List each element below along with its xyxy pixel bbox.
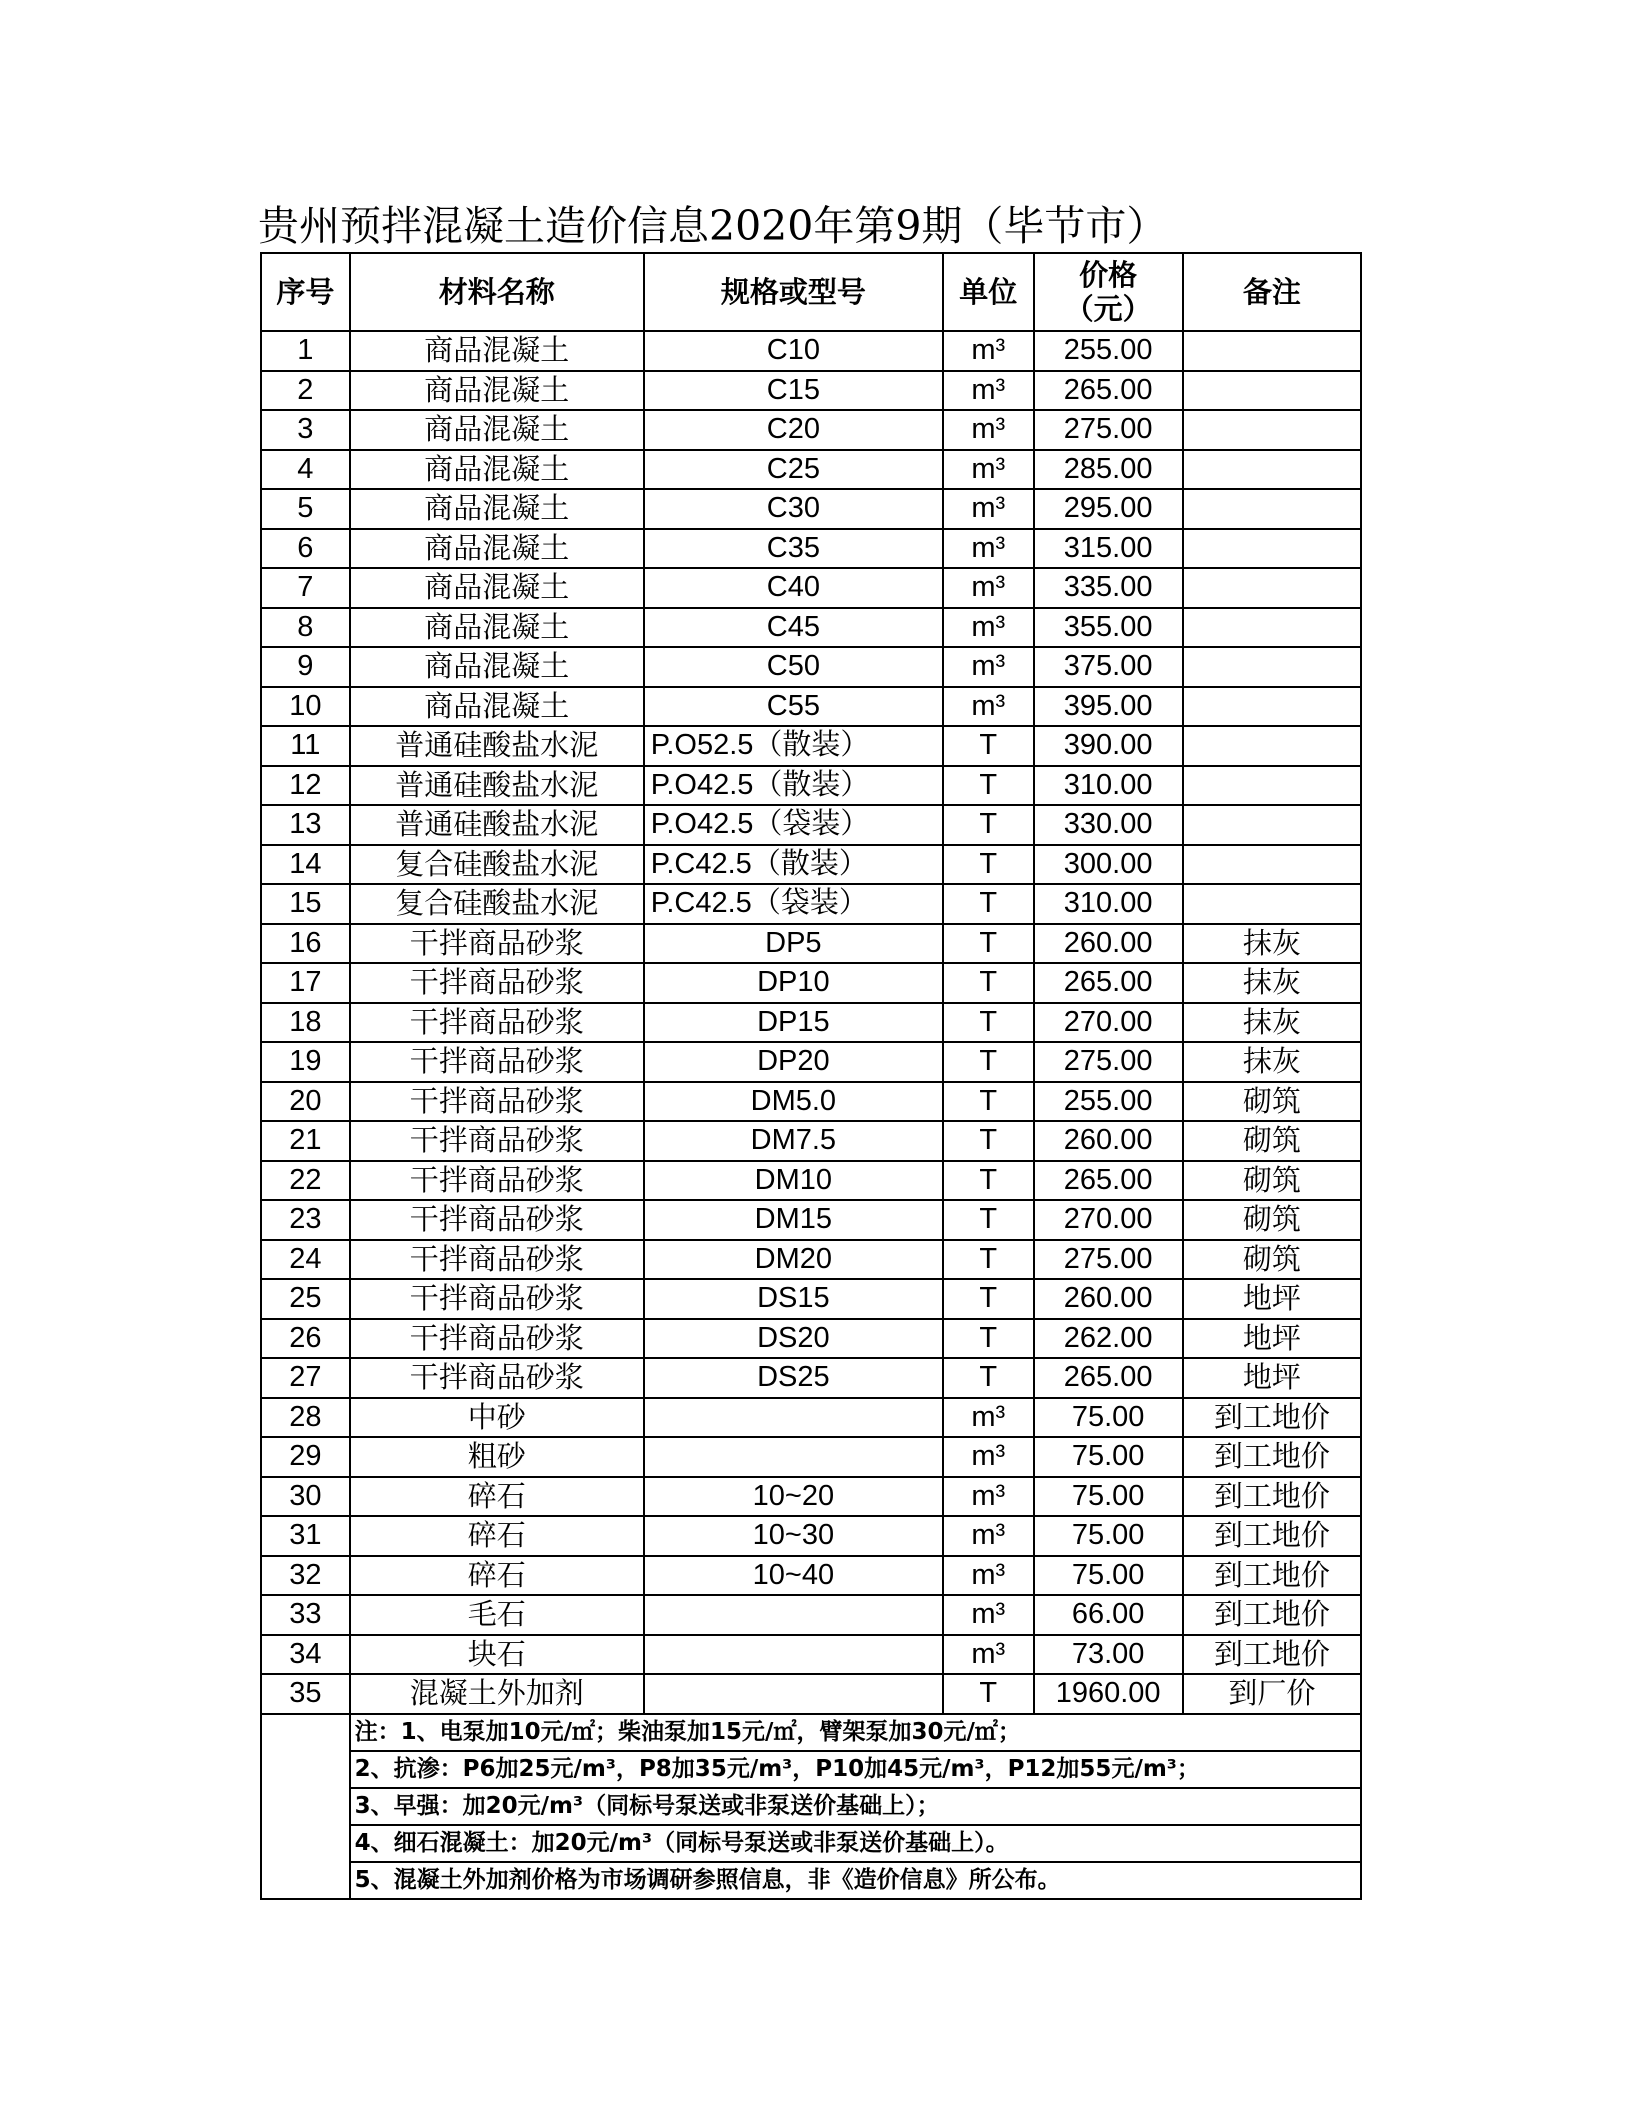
cell-price: 66.00 bbox=[1034, 1595, 1183, 1635]
note-row bbox=[261, 1714, 1361, 1751]
cell-price: 75.00 bbox=[1034, 1477, 1183, 1517]
cell-spec: DM7.5 bbox=[644, 1121, 943, 1161]
cell-seq: 32 bbox=[261, 1556, 350, 1596]
cell-price: 300.00 bbox=[1034, 845, 1183, 885]
table-row bbox=[261, 726, 1361, 766]
cell-unit: m³ bbox=[943, 1477, 1034, 1517]
cell-spec: DM5.0 bbox=[644, 1082, 943, 1122]
cell-price: 260.00 bbox=[1034, 1121, 1183, 1161]
cell-material-name: 干拌商品砂浆 bbox=[350, 963, 644, 1003]
cell-spec: C20 bbox=[644, 410, 943, 450]
cell-note bbox=[1183, 845, 1361, 885]
cell-seq: 6 bbox=[261, 529, 350, 569]
cell-spec: 10~30 bbox=[644, 1516, 943, 1556]
cell-seq: 30 bbox=[261, 1477, 350, 1517]
cell-seq: 23 bbox=[261, 1200, 350, 1240]
cell-unit: T bbox=[943, 1240, 1034, 1280]
cell-price: 75.00 bbox=[1034, 1437, 1183, 1477]
cell-note: 砌筑 bbox=[1183, 1240, 1361, 1280]
cell-seq: 15 bbox=[261, 884, 350, 924]
cell-spec: DM10 bbox=[644, 1161, 943, 1201]
cell-material-name: 商品混凝土 bbox=[350, 687, 644, 727]
cell-material-name: 粗砂 bbox=[350, 1437, 644, 1477]
cell-seq: 12 bbox=[261, 766, 350, 806]
cell-note: 到工地价 bbox=[1183, 1437, 1361, 1477]
cell-material-name: 商品混凝土 bbox=[350, 489, 644, 529]
table-row bbox=[261, 1635, 1361, 1675]
cell-note: 砌筑 bbox=[1183, 1121, 1361, 1161]
cell-material-name: 商品混凝土 bbox=[350, 529, 644, 569]
table-row bbox=[261, 884, 1361, 924]
cell-price: 270.00 bbox=[1034, 1200, 1183, 1240]
note-text: 3、早强：加20元/m³（同标号泵送或非泵送价基础上）； bbox=[350, 1788, 1361, 1825]
table-row bbox=[261, 1556, 1361, 1596]
cell-spec bbox=[644, 1437, 943, 1477]
cell-note: 到工地价 bbox=[1183, 1595, 1361, 1635]
cell-price: 315.00 bbox=[1034, 529, 1183, 569]
table-row bbox=[261, 963, 1361, 1003]
cell-material-name: 干拌商品砂浆 bbox=[350, 1319, 644, 1359]
cell-unit: T bbox=[943, 1319, 1034, 1359]
cell-unit: T bbox=[943, 1082, 1034, 1122]
note-row bbox=[261, 1751, 1361, 1788]
cell-unit: m³ bbox=[943, 1516, 1034, 1556]
cell-seq: 26 bbox=[261, 1319, 350, 1359]
cell-price: 270.00 bbox=[1034, 1003, 1183, 1043]
cell-unit: T bbox=[943, 1358, 1034, 1398]
price-table bbox=[260, 252, 1362, 1900]
cell-spec: DM20 bbox=[644, 1240, 943, 1280]
cell-spec: DS15 bbox=[644, 1279, 943, 1319]
cell-unit: m³ bbox=[943, 529, 1034, 569]
cell-seq: 18 bbox=[261, 1003, 350, 1043]
cell-note bbox=[1183, 450, 1361, 490]
cell-material-name: 碎石 bbox=[350, 1516, 644, 1556]
cell-spec bbox=[644, 1674, 943, 1714]
cell-seq: 35 bbox=[261, 1674, 350, 1714]
cell-spec: C35 bbox=[644, 529, 943, 569]
cell-price: 335.00 bbox=[1034, 568, 1183, 608]
cell-unit: T bbox=[943, 726, 1034, 766]
note-text: 5、混凝土外加剂价格为市场调研参照信息，非《造价信息》所公布。 bbox=[350, 1862, 1361, 1899]
table-row bbox=[261, 1477, 1361, 1517]
cell-unit: T bbox=[943, 1161, 1034, 1201]
cell-unit: m³ bbox=[943, 410, 1034, 450]
cell-unit: m³ bbox=[943, 1595, 1034, 1635]
cell-spec bbox=[644, 1595, 943, 1635]
cell-price: 265.00 bbox=[1034, 371, 1183, 411]
cell-seq: 17 bbox=[261, 963, 350, 1003]
table-row bbox=[261, 647, 1361, 687]
cell-material-name: 干拌商品砂浆 bbox=[350, 1200, 644, 1240]
cell-spec: DP10 bbox=[644, 963, 943, 1003]
cell-price: 310.00 bbox=[1034, 884, 1183, 924]
cell-price: 262.00 bbox=[1034, 1319, 1183, 1359]
cell-note bbox=[1183, 489, 1361, 529]
cell-seq: 3 bbox=[261, 410, 350, 450]
table-body bbox=[261, 331, 1361, 1899]
cell-spec: DP15 bbox=[644, 1003, 943, 1043]
cell-unit: m³ bbox=[943, 489, 1034, 529]
cell-spec bbox=[644, 1398, 943, 1438]
cell-spec: 10~40 bbox=[644, 1556, 943, 1596]
cell-unit: m³ bbox=[943, 1556, 1034, 1596]
cell-unit: T bbox=[943, 766, 1034, 806]
cell-seq: 24 bbox=[261, 1240, 350, 1280]
cell-seq: 31 bbox=[261, 1516, 350, 1556]
cell-unit: T bbox=[943, 845, 1034, 885]
cell-unit: T bbox=[943, 1042, 1034, 1082]
cell-material-name: 混凝土外加剂 bbox=[350, 1674, 644, 1714]
cell-seq: 27 bbox=[261, 1358, 350, 1398]
cell-unit: m³ bbox=[943, 450, 1034, 490]
cell-material-name: 干拌商品砂浆 bbox=[350, 1121, 644, 1161]
table-row bbox=[261, 450, 1361, 490]
cell-spec: C45 bbox=[644, 608, 943, 648]
cell-material-name: 干拌商品砂浆 bbox=[350, 1279, 644, 1319]
table-row bbox=[261, 489, 1361, 529]
cell-seq: 20 bbox=[261, 1082, 350, 1122]
cell-price: 375.00 bbox=[1034, 647, 1183, 687]
table-row bbox=[261, 608, 1361, 648]
cell-price: 75.00 bbox=[1034, 1556, 1183, 1596]
cell-seq: 9 bbox=[261, 647, 350, 687]
cell-price: 355.00 bbox=[1034, 608, 1183, 648]
cell-note bbox=[1183, 766, 1361, 806]
cell-spec: DM15 bbox=[644, 1200, 943, 1240]
cell-note bbox=[1183, 687, 1361, 727]
cell-spec: DP20 bbox=[644, 1042, 943, 1082]
cell-spec: P.C42.5（袋装） bbox=[644, 884, 943, 924]
cell-note: 到工地价 bbox=[1183, 1635, 1361, 1675]
cell-note: 到工地价 bbox=[1183, 1556, 1361, 1596]
cell-seq: 8 bbox=[261, 608, 350, 648]
cell-note: 砌筑 bbox=[1183, 1200, 1361, 1240]
cell-note bbox=[1183, 726, 1361, 766]
cell-unit: m³ bbox=[943, 371, 1034, 411]
cell-price: 295.00 bbox=[1034, 489, 1183, 529]
cell-note bbox=[1183, 884, 1361, 924]
cell-unit: T bbox=[943, 963, 1034, 1003]
cell-note: 地坪 bbox=[1183, 1319, 1361, 1359]
table-row bbox=[261, 1200, 1361, 1240]
cell-material-name: 干拌商品砂浆 bbox=[350, 1082, 644, 1122]
cell-spec: C15 bbox=[644, 371, 943, 411]
cell-unit: m³ bbox=[943, 1437, 1034, 1477]
cell-seq: 13 bbox=[261, 805, 350, 845]
table-row bbox=[261, 1319, 1361, 1359]
table-row bbox=[261, 845, 1361, 885]
table-row bbox=[261, 371, 1361, 411]
cell-price: 260.00 bbox=[1034, 1279, 1183, 1319]
cell-spec: C10 bbox=[644, 331, 943, 371]
cell-unit: T bbox=[943, 1121, 1034, 1161]
table-row bbox=[261, 1082, 1361, 1122]
cell-seq: 5 bbox=[261, 489, 350, 529]
table-header-row bbox=[261, 253, 1361, 331]
cell-material-name: 商品混凝土 bbox=[350, 410, 644, 450]
cell-price: 390.00 bbox=[1034, 726, 1183, 766]
table-row bbox=[261, 1437, 1361, 1477]
cell-unit: m³ bbox=[943, 331, 1034, 371]
cell-unit: T bbox=[943, 1200, 1034, 1240]
cell-spec: 10~20 bbox=[644, 1477, 943, 1517]
cell-note bbox=[1183, 805, 1361, 845]
cell-material-name: 碎石 bbox=[350, 1556, 644, 1596]
cell-note bbox=[1183, 371, 1361, 411]
cell-seq: 34 bbox=[261, 1635, 350, 1675]
note-text: 4、细石混凝土：加20元/m³（同标号泵送或非泵送价基础上）。 bbox=[350, 1825, 1361, 1862]
note-row bbox=[261, 1788, 1361, 1825]
cell-unit: T bbox=[943, 1674, 1034, 1714]
cell-note bbox=[1183, 647, 1361, 687]
cell-note: 抹灰 bbox=[1183, 1003, 1361, 1043]
header-name: 材料名称 bbox=[350, 253, 644, 331]
table-row bbox=[261, 1516, 1361, 1556]
header-spec: 规格或型号 bbox=[644, 253, 943, 331]
cell-unit: T bbox=[943, 1279, 1034, 1319]
header-price bbox=[1034, 253, 1183, 331]
cell-material-name: 复合硅酸盐水泥 bbox=[350, 845, 644, 885]
cell-price: 285.00 bbox=[1034, 450, 1183, 490]
cell-spec: C25 bbox=[644, 450, 943, 490]
cell-seq: 10 bbox=[261, 687, 350, 727]
table-row bbox=[261, 1358, 1361, 1398]
header-price-line1: 价格 bbox=[1079, 258, 1138, 292]
note-text: 注：1、电泵加10元/㎡；柴油泵加15元/㎡，臂架泵加30元/㎡； bbox=[350, 1714, 1361, 1751]
cell-price: 260.00 bbox=[1034, 924, 1183, 964]
cell-seq: 33 bbox=[261, 1595, 350, 1635]
cell-seq: 19 bbox=[261, 1042, 350, 1082]
cell-spec: P.C42.5（散装） bbox=[644, 845, 943, 885]
cell-seq: 4 bbox=[261, 450, 350, 490]
cell-spec: C40 bbox=[644, 568, 943, 608]
cell-material-name: 商品混凝土 bbox=[350, 450, 644, 490]
cell-seq: 21 bbox=[261, 1121, 350, 1161]
cell-note: 地坪 bbox=[1183, 1279, 1361, 1319]
cell-price: 310.00 bbox=[1034, 766, 1183, 806]
table-row bbox=[261, 1161, 1361, 1201]
cell-unit: m³ bbox=[943, 568, 1034, 608]
cell-seq: 14 bbox=[261, 845, 350, 885]
table-row bbox=[261, 529, 1361, 569]
cell-material-name: 干拌商品砂浆 bbox=[350, 1042, 644, 1082]
cell-unit: T bbox=[943, 884, 1034, 924]
cell-note: 抹灰 bbox=[1183, 963, 1361, 1003]
cell-seq: 11 bbox=[261, 726, 350, 766]
cell-seq: 2 bbox=[261, 371, 350, 411]
cell-note bbox=[1183, 608, 1361, 648]
cell-price: 255.00 bbox=[1034, 1082, 1183, 1122]
cell-price: 330.00 bbox=[1034, 805, 1183, 845]
cell-price: 275.00 bbox=[1034, 410, 1183, 450]
table-row bbox=[261, 1042, 1361, 1082]
cell-seq: 28 bbox=[261, 1398, 350, 1438]
cell-note: 抹灰 bbox=[1183, 1042, 1361, 1082]
cell-material-name: 干拌商品砂浆 bbox=[350, 1003, 644, 1043]
cell-material-name: 商品混凝土 bbox=[350, 568, 644, 608]
cell-unit: m³ bbox=[943, 1398, 1034, 1438]
header-note: 备注 bbox=[1183, 253, 1361, 331]
header-price-line2: （元） bbox=[1064, 292, 1152, 326]
note-row bbox=[261, 1862, 1361, 1899]
cell-price: 75.00 bbox=[1034, 1398, 1183, 1438]
cell-material-name: 商品混凝土 bbox=[350, 331, 644, 371]
cell-price: 265.00 bbox=[1034, 1358, 1183, 1398]
table-row bbox=[261, 1674, 1361, 1714]
cell-material-name: 干拌商品砂浆 bbox=[350, 1161, 644, 1201]
cell-note: 抹灰 bbox=[1183, 924, 1361, 964]
cell-material-name: 碎石 bbox=[350, 1477, 644, 1517]
table-row bbox=[261, 1279, 1361, 1319]
table-row bbox=[261, 766, 1361, 806]
table-row bbox=[261, 1003, 1361, 1043]
header-seq: 序号 bbox=[261, 253, 350, 331]
cell-material-name: 普通硅酸盐水泥 bbox=[350, 766, 644, 806]
table-row bbox=[261, 331, 1361, 371]
cell-spec: P.O42.5（散装） bbox=[644, 766, 943, 806]
cell-material-name: 商品混凝土 bbox=[350, 371, 644, 411]
cell-material-name: 干拌商品砂浆 bbox=[350, 924, 644, 964]
cell-seq: 16 bbox=[261, 924, 350, 964]
table-row bbox=[261, 924, 1361, 964]
cell-spec: DS25 bbox=[644, 1358, 943, 1398]
cell-unit: m³ bbox=[943, 608, 1034, 648]
table-row bbox=[261, 1240, 1361, 1280]
cell-unit: m³ bbox=[943, 687, 1034, 727]
cell-seq: 7 bbox=[261, 568, 350, 608]
cell-price: 255.00 bbox=[1034, 331, 1183, 371]
cell-material-name: 商品混凝土 bbox=[350, 608, 644, 648]
page-title: 贵州预拌混凝土造价信息2020年第9期（毕节市） bbox=[258, 202, 1168, 250]
cell-unit: m³ bbox=[943, 647, 1034, 687]
cell-spec: C50 bbox=[644, 647, 943, 687]
cell-note: 到工地价 bbox=[1183, 1398, 1361, 1438]
cell-material-name: 普通硅酸盐水泥 bbox=[350, 726, 644, 766]
table-row bbox=[261, 1121, 1361, 1161]
cell-note: 地坪 bbox=[1183, 1358, 1361, 1398]
cell-spec: C30 bbox=[644, 489, 943, 529]
cell-price: 265.00 bbox=[1034, 1161, 1183, 1201]
cell-material-name: 复合硅酸盐水泥 bbox=[350, 884, 644, 924]
cell-note: 到工地价 bbox=[1183, 1516, 1361, 1556]
cell-seq: 1 bbox=[261, 331, 350, 371]
cell-price: 75.00 bbox=[1034, 1516, 1183, 1556]
note-text: 2、抗渗：P6加25元/m³，P8加35元/m³，P10加45元/m³，P12加55元/m³； bbox=[350, 1751, 1361, 1788]
table-row bbox=[261, 1595, 1361, 1635]
cell-spec bbox=[644, 1635, 943, 1675]
cell-note: 到厂价 bbox=[1183, 1674, 1361, 1714]
cell-material-name: 块石 bbox=[350, 1635, 644, 1675]
cell-note: 砌筑 bbox=[1183, 1082, 1361, 1122]
cell-note: 砌筑 bbox=[1183, 1161, 1361, 1201]
cell-material-name: 中砂 bbox=[350, 1398, 644, 1438]
cell-seq: 29 bbox=[261, 1437, 350, 1477]
cell-note bbox=[1183, 529, 1361, 569]
cell-material-name: 普通硅酸盐水泥 bbox=[350, 805, 644, 845]
cell-material-name: 干拌商品砂浆 bbox=[350, 1358, 644, 1398]
cell-unit: T bbox=[943, 924, 1034, 964]
cell-price: 395.00 bbox=[1034, 687, 1183, 727]
table-row bbox=[261, 568, 1361, 608]
cell-price: 73.00 bbox=[1034, 1635, 1183, 1675]
cell-unit: T bbox=[943, 805, 1034, 845]
cell-note bbox=[1183, 331, 1361, 371]
note-row bbox=[261, 1825, 1361, 1862]
cell-material-name: 毛石 bbox=[350, 1595, 644, 1635]
table-row bbox=[261, 410, 1361, 450]
table-row bbox=[261, 687, 1361, 727]
cell-seq: 22 bbox=[261, 1161, 350, 1201]
cell-spec: P.O52.5（散装） bbox=[644, 726, 943, 766]
cell-price: 275.00 bbox=[1034, 1042, 1183, 1082]
header-unit: 单位 bbox=[943, 253, 1034, 331]
table-row bbox=[261, 1398, 1361, 1438]
cell-material-name: 商品混凝土 bbox=[350, 647, 644, 687]
cell-spec: C55 bbox=[644, 687, 943, 727]
cell-seq: 25 bbox=[261, 1279, 350, 1319]
cell-note bbox=[1183, 410, 1361, 450]
cell-note bbox=[1183, 568, 1361, 608]
cell-price: 265.00 bbox=[1034, 963, 1183, 1003]
note-blank-cell bbox=[261, 1714, 350, 1899]
cell-price: 1960.00 bbox=[1034, 1674, 1183, 1714]
cell-price: 275.00 bbox=[1034, 1240, 1183, 1280]
cell-unit: m³ bbox=[943, 1635, 1034, 1675]
cell-note: 到工地价 bbox=[1183, 1477, 1361, 1517]
cell-spec: P.O42.5（袋装） bbox=[644, 805, 943, 845]
cell-unit: T bbox=[943, 1003, 1034, 1043]
table-row bbox=[261, 805, 1361, 845]
cell-material-name: 干拌商品砂浆 bbox=[350, 1240, 644, 1280]
cell-spec: DP5 bbox=[644, 924, 943, 964]
cell-spec: DS20 bbox=[644, 1319, 943, 1359]
